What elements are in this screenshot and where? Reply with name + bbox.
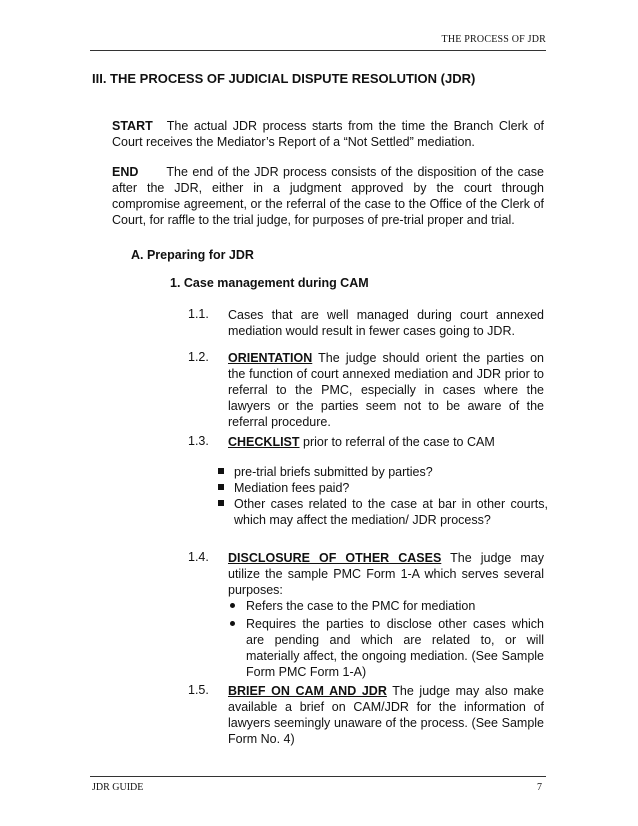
- item-number: 1.1.: [188, 307, 209, 321]
- checklist-item: Mediation fees paid?: [218, 480, 548, 496]
- item-1-5-text: [228, 683, 544, 747]
- brief-text: The judge may also make available a brief on CAM/JDR for the information of lawyers seemingly unaware of the process. (See Sample Form No. 4): [228, 684, 545, 746]
- item-1-1-text: Cases that are well managed during court annexed mediation would result in fewer cases going to JDR.: [228, 308, 544, 338]
- orientation-text: The judge should orient the parties on the function of court annexed mediation and JDR prior to referral to the PMC, especially in cases where the lawyers or the parties seem not to be aware of the referral procedure.: [228, 351, 544, 429]
- brief-label: BRIEF ON CAM AND JDR: [228, 684, 387, 698]
- end-text: The end of the JDR process consists of the disposition of the case after the JDR, either in a judgment approved by the court through compromise agreement, or the referral of the case to the Office of the Clerk of Court, for raffle to the trial judge, for purposes of pre-trial proper and trial.: [112, 165, 544, 227]
- round-bullet-icon: [230, 621, 235, 626]
- checklist-item: pre-trial briefs submitted by parties?: [218, 464, 548, 480]
- header-rule: [90, 50, 546, 51]
- disclosure-bullet: Requires the parties to disclose other cases which are pending and which are related to, or will materially affect, the ongoing mediation. (See Sample Form PMC Form 1-A): [228, 616, 544, 680]
- item-1-4-text: [228, 550, 544, 598]
- start-paragraph: [112, 118, 544, 150]
- round-bullet-icon: [230, 603, 235, 608]
- checklist-label: CHECKLIST: [228, 435, 300, 449]
- square-bullet-icon: [218, 500, 224, 506]
- item-number: 1.4.: [188, 550, 209, 564]
- start-label: START: [112, 119, 153, 133]
- footer-rule: [90, 776, 546, 777]
- square-bullet-icon: [218, 484, 224, 490]
- item-number: 1.5.: [188, 683, 209, 697]
- subsection-a-title: A. Preparing for JDR: [131, 248, 254, 262]
- end-paragraph: [112, 164, 544, 228]
- item-number: 1.3.: [188, 434, 209, 448]
- checklist-text: prior to referral of the case to CAM: [299, 435, 495, 449]
- disclosure-text: The judge may utilize the sample PMC Form 1-A which serves several purposes:: [228, 551, 545, 597]
- item-1-2-text: [228, 350, 544, 430]
- footer-title: JDR GUIDE: [92, 782, 144, 793]
- orientation-label: ORIENTATION: [228, 351, 313, 365]
- disclosure-label: DISCLOSURE OF OTHER CASES: [228, 551, 442, 565]
- disclosure-bullet: Refers the case to the PMC for mediation: [228, 598, 544, 614]
- square-bullet-icon: [218, 468, 224, 474]
- section-title: III. THE PROCESS OF JUDICIAL DISPUTE RESOLUTION (JDR): [92, 71, 476, 86]
- item-1-3-text: [228, 434, 544, 450]
- end-label: END: [112, 165, 139, 179]
- checklist-item: Other cases related to the case at bar in other courts, which may affect the mediation/ JDR process?: [218, 496, 548, 528]
- page-number: 7: [537, 782, 542, 793]
- subsection-1-title: 1. Case management during CAM: [170, 276, 369, 290]
- running-header: THE PROCESS OF JDR: [441, 34, 546, 45]
- start-text: The actual JDR process starts from the time the Branch Clerk of Court receives the Mediator’s Report of a “Not Settled” mediation.: [112, 119, 544, 149]
- item-number: 1.2.: [188, 350, 209, 364]
